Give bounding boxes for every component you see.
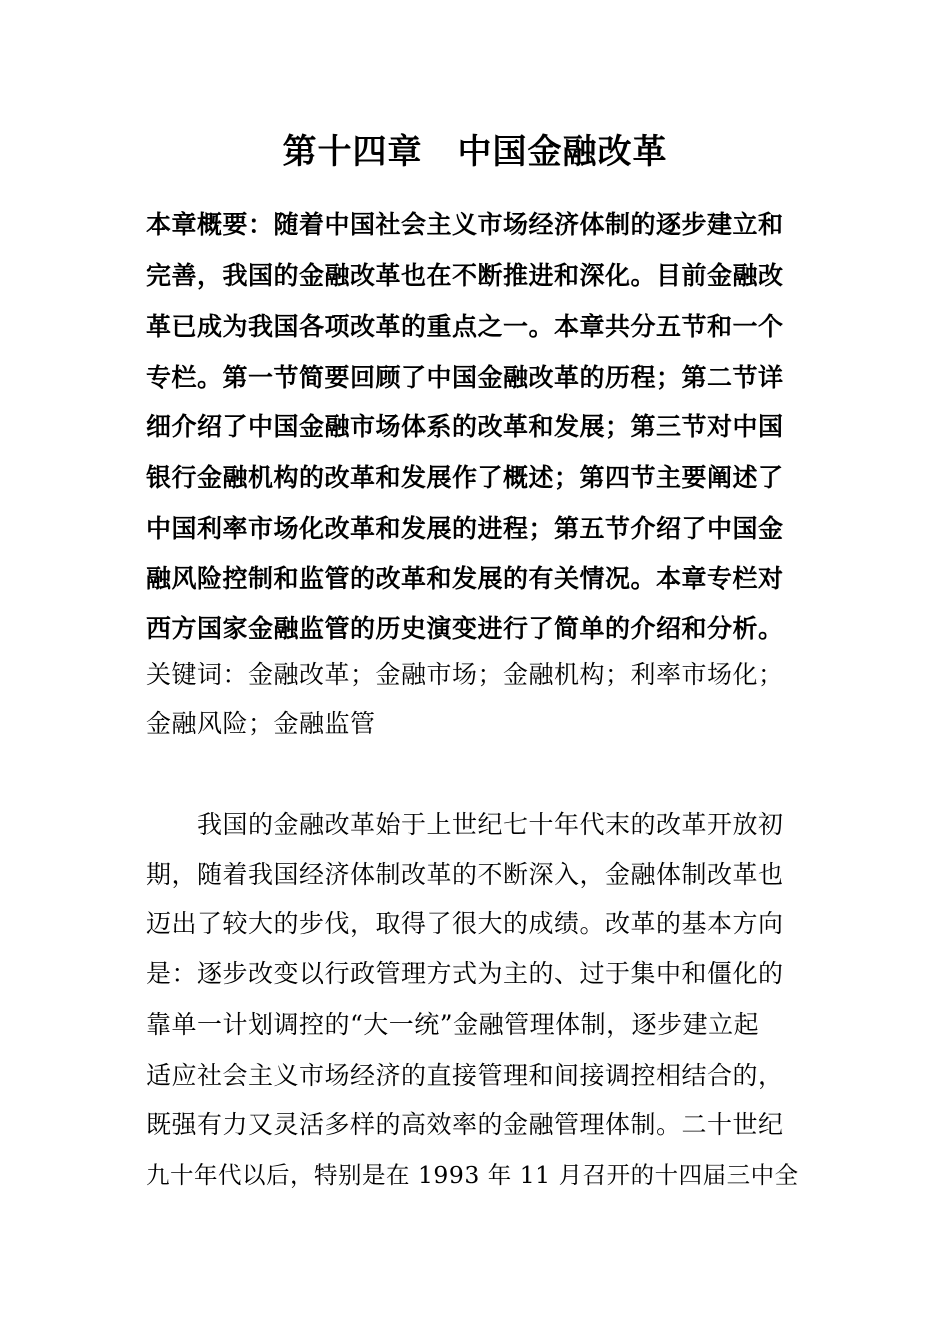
abstract-line: 革已成为我国各项改革的重点之一。本章共分五节和一个 <box>146 312 784 341</box>
abstract-line: 专栏。第一节简要回顾了中国金融改革的历程；第二节详 <box>146 363 784 392</box>
abstract-line: 西方国家金融监管的历史演变进行了简单的介绍和分析。 <box>146 614 784 643</box>
abstract-line: 银行金融机构的改革和发展作了概述；第四节主要阐述了 <box>146 463 784 492</box>
keywords-line: 金融风险；金融监管 <box>146 709 376 738</box>
body-line: 适应社会主义市场经济的直接管理和间接调控相结合的， <box>146 1061 784 1090</box>
body-line: 是：逐步改变以行政管理方式为主的、过于集中和僵化的 <box>146 959 784 988</box>
body-line: 九十年代以后，特别是在 1993 年 11 月召开的十四届三中全 <box>146 1161 799 1189</box>
abstract-line: 中国利率市场化改革和发展的进程；第五节介绍了中国金 <box>146 514 784 543</box>
body-line: 既强有力又灵活多样的高效率的金融管理体制。二十世纪 <box>146 1110 784 1139</box>
body-line: 迈出了较大的步伐，取得了很大的成绩。改革的基本方向 <box>146 909 784 938</box>
abstract-line: 本章概要：随着中国社会主义市场经济体制的逐步建立和 <box>146 210 784 239</box>
keywords-line: 关键词：金融改革；金融市场；金融机构；利率市场化； <box>146 660 784 689</box>
abstract-line: 细介绍了中国金融市场体系的改革和发展；第三节对中国 <box>146 412 784 441</box>
body-line: 我国的金融改革始于上世纪七十年代末的改革开放初 <box>146 810 784 839</box>
chapter-title: 第十四章 中国金融改革 <box>282 132 668 172</box>
body-line: 期，随着我国经济体制改革的不断深入，金融体制改革也 <box>146 860 784 889</box>
abstract-line: 融风险控制和监管的改革和发展的有关情况。本章专栏对 <box>146 564 784 593</box>
abstract-line: 完善，我国的金融改革也在不断推进和深化。目前金融改 <box>146 261 784 290</box>
body-line: 靠单一计划调控的“大一统”金融管理体制，逐步建立起 <box>146 1010 760 1039</box>
